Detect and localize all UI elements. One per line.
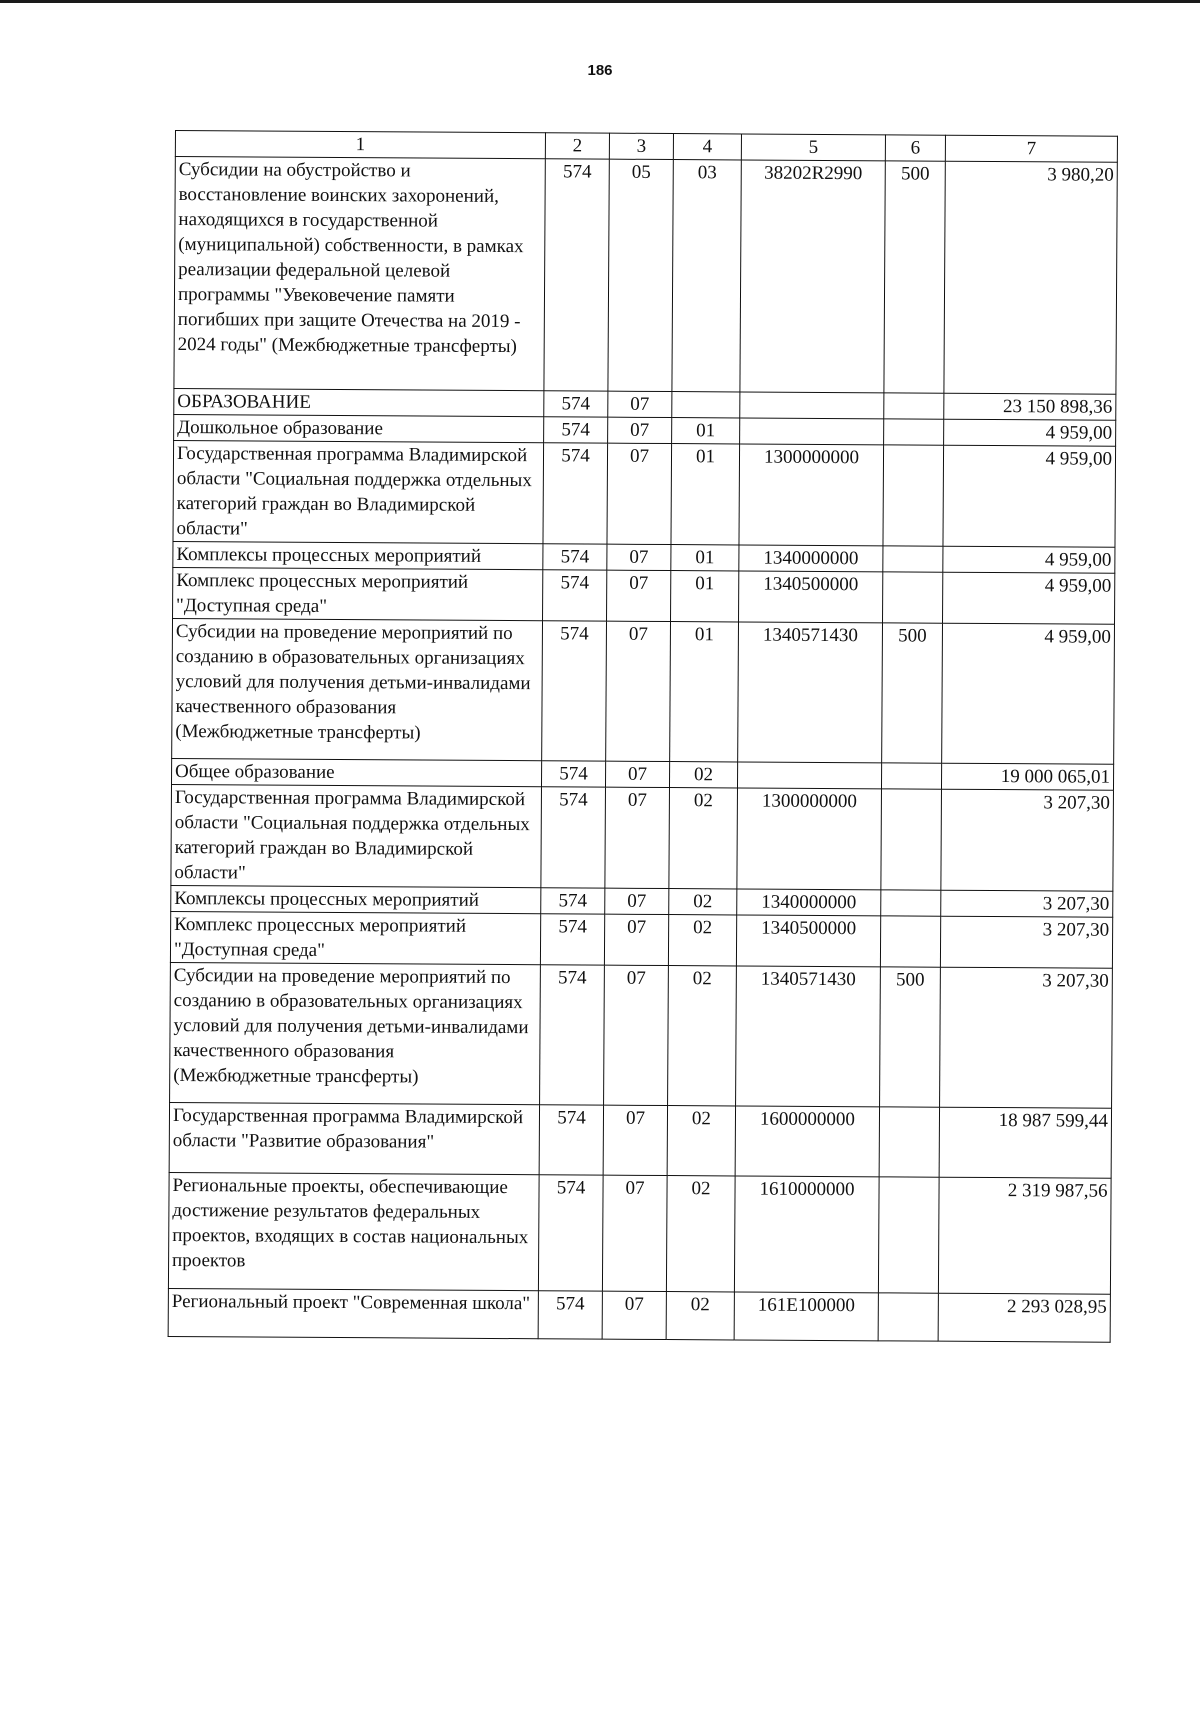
subsection-cell: [672, 392, 740, 418]
grbs-cell: 574: [544, 391, 608, 417]
section-cell: 07: [605, 761, 669, 787]
expense-type-cell: [878, 1177, 939, 1293]
grbs-cell: 574: [539, 1105, 603, 1175]
amount-cell: 4 959,00: [943, 445, 1116, 547]
page-number: 186: [587, 62, 613, 79]
target-article-cell: 1600000000: [735, 1106, 879, 1177]
target-article-cell: 1340500000: [736, 915, 880, 967]
grbs-cell: 574: [540, 965, 605, 1105]
row-name-cell: Региональный проект "Современная школа": [168, 1288, 538, 1338]
amount-cell: 4 959,00: [943, 546, 1115, 573]
amount-cell: 3 207,30: [941, 789, 1114, 891]
amount-cell: 2 319 987,56: [938, 1177, 1111, 1294]
subsection-cell: 02: [668, 915, 736, 966]
subsection-cell: 02: [666, 1292, 734, 1340]
expense-type-cell: 500: [882, 623, 943, 763]
row-name-cell: Комплекс процессных мероприятий "Доступная среда": [173, 567, 543, 620]
target-article-cell: 1300000000: [739, 444, 884, 546]
section-cell: 07: [605, 787, 670, 888]
amount-cell: 3 207,30: [941, 890, 1113, 917]
row-name-cell: Субсидии на обустройство и восстановление воинских захоронений, находящихся в государственной (муниципальной) собственности, в рамках реализации федеральной целевой программы "Увековечение памяти погибших при защите Отечества на 2019 - 2024 годы" (Межбюджетные трансферты): [174, 157, 545, 391]
section-cell: 05: [608, 159, 673, 391]
section-cell: 07: [603, 1105, 667, 1175]
section-cell: 07: [602, 1175, 667, 1291]
section-cell: 07: [606, 621, 671, 761]
scan-top-edge: [0, 0, 1200, 3]
target-article-cell: 1300000000: [737, 788, 882, 890]
grbs-cell: 574: [543, 443, 608, 544]
target-article-cell: 1340500000: [739, 571, 883, 623]
expense-type-cell: [883, 572, 943, 623]
section-cell: 07: [604, 914, 668, 965]
section-cell: 07: [608, 417, 672, 443]
subsection-cell: 02: [668, 966, 737, 1106]
grbs-cell: 574: [544, 417, 608, 443]
expense-type-cell: [884, 393, 944, 419]
row-name-cell: Комплексы процессных мероприятий: [171, 885, 541, 913]
amount-cell: 4 959,00: [944, 419, 1116, 446]
target-article-cell: [740, 392, 884, 419]
column-header: 7: [945, 135, 1117, 162]
row-name-cell: Дошкольное образование: [174, 414, 544, 442]
subsection-cell: 03: [672, 160, 741, 392]
grbs-cell: 574: [541, 888, 605, 914]
subsection-cell: 01: [671, 545, 739, 571]
expense-type-cell: [881, 763, 941, 789]
row-name-cell: ОБРАЗОВАНИЕ: [174, 388, 544, 416]
subsection-cell: 01: [671, 571, 739, 622]
column-header: 6: [885, 135, 945, 161]
table-row: [173, 567, 1115, 624]
row-name-cell: Комплекс процессных мероприятий "Доступная среда": [170, 911, 540, 964]
grbs-cell: 574: [540, 914, 604, 965]
column-header: 1: [175, 131, 545, 159]
amount-cell: 2 293 028,95: [938, 1293, 1110, 1342]
target-article-cell: 1340571430: [738, 622, 883, 763]
expense-type-cell: [883, 445, 944, 546]
table-body: [168, 157, 1117, 1343]
grbs-cell: 574: [543, 544, 607, 570]
grbs-cell: 574: [542, 621, 607, 761]
table-row: [170, 911, 1112, 968]
grbs-cell: 574: [541, 787, 606, 888]
target-article-cell: 1340000000: [739, 545, 883, 572]
row-name-cell: Государственная программа Владимирской области "Социальная поддержка отдельных категорий граждан во Владимирской области": [173, 440, 544, 543]
column-header: 5: [741, 134, 885, 161]
table-row: [174, 157, 1117, 395]
grbs-cell: 574: [538, 1291, 602, 1339]
row-name-cell: Субсидии на проведение мероприятий по созданию в образовательных организациях условий для получения детьми-инвалидами качественного образования (Межбюджетные трансферты): [170, 962, 541, 1104]
target-article-cell: 1340000000: [737, 889, 881, 916]
expense-type-cell: 500: [884, 161, 945, 393]
grbs-cell: 574: [543, 570, 607, 621]
expense-type-cell: [880, 916, 940, 967]
table-row: [168, 1172, 1111, 1294]
grbs-cell: 574: [541, 761, 605, 787]
target-article-cell: 161E100000: [734, 1292, 878, 1341]
amount-cell: 19 000 065,01: [941, 763, 1113, 790]
table-row: [169, 1102, 1111, 1178]
subsection-cell: 02: [667, 1106, 735, 1176]
subsection-cell: 01: [672, 418, 740, 444]
expense-type-cell: [878, 1293, 938, 1341]
amount-cell: 3 980,20: [944, 161, 1117, 394]
expense-type-cell: [879, 1107, 939, 1177]
table-row: [173, 440, 1116, 547]
target-article-cell: 1610000000: [734, 1176, 879, 1293]
table-row: [168, 1288, 1110, 1342]
expense-type-cell: [881, 789, 942, 890]
budget-table: [168, 130, 1118, 1343]
section-cell: 07: [607, 443, 672, 544]
target-article-cell: 1340571430: [736, 966, 881, 1107]
grbs-cell: 574: [538, 1175, 603, 1291]
column-header: 2: [545, 133, 609, 159]
table-row: [171, 784, 1114, 891]
amount-cell: 3 207,30: [940, 916, 1112, 968]
grbs-cell: 574: [544, 159, 609, 391]
section-cell: 07: [604, 965, 669, 1105]
target-article-cell: [740, 418, 884, 445]
expense-type-cell: [883, 546, 943, 572]
subsection-cell: 01: [671, 444, 740, 545]
section-cell: 07: [605, 888, 669, 914]
section-cell: 07: [607, 570, 671, 621]
table-row: [172, 618, 1115, 764]
subsection-cell: 02: [669, 762, 737, 788]
table-row: [170, 962, 1113, 1108]
section-cell: 07: [602, 1291, 666, 1339]
expense-type-cell: [884, 419, 944, 445]
column-header: 3: [609, 133, 673, 159]
subsection-cell: 02: [669, 788, 738, 889]
row-name-cell: Государственная программа Владимирской области "Развитие образования": [169, 1102, 539, 1174]
expense-type-cell: 500: [880, 967, 941, 1107]
subsection-cell: 02: [666, 1176, 735, 1292]
row-name-cell: Комплексы процессных мероприятий: [173, 541, 543, 569]
column-header: 4: [673, 134, 741, 160]
expense-type-cell: [881, 890, 941, 916]
amount-cell: 4 959,00: [943, 572, 1115, 624]
subsection-cell: 02: [669, 889, 737, 915]
section-cell: 07: [608, 391, 672, 417]
row-name-cell: Государственная программа Владимирской области "Социальная поддержка отдельных категорий граждан во Владимирской области": [171, 784, 542, 887]
row-name-cell: Общее образование: [172, 758, 542, 786]
amount-cell: 3 207,30: [940, 967, 1113, 1108]
subsection-cell: 01: [670, 622, 739, 762]
amount-cell: 4 959,00: [942, 623, 1115, 764]
amount-cell: 23 150 898,36: [944, 393, 1116, 420]
section-cell: 07: [607, 544, 671, 570]
amount-cell: 18 987 599,44: [939, 1107, 1111, 1178]
row-name-cell: Региональные проекты, обеспечивающие достижение результатов федеральных проектов, входящих в состав национальных проектов: [168, 1172, 539, 1290]
row-name-cell: Субсидии на проведение мероприятий по созданию в образовательных организациях условий для получения детьми-инвалидами качественного образования (Межбюджетные трансферты): [172, 618, 543, 760]
target-article-cell: 38202R2990: [740, 160, 885, 393]
target-article-cell: [737, 762, 881, 789]
